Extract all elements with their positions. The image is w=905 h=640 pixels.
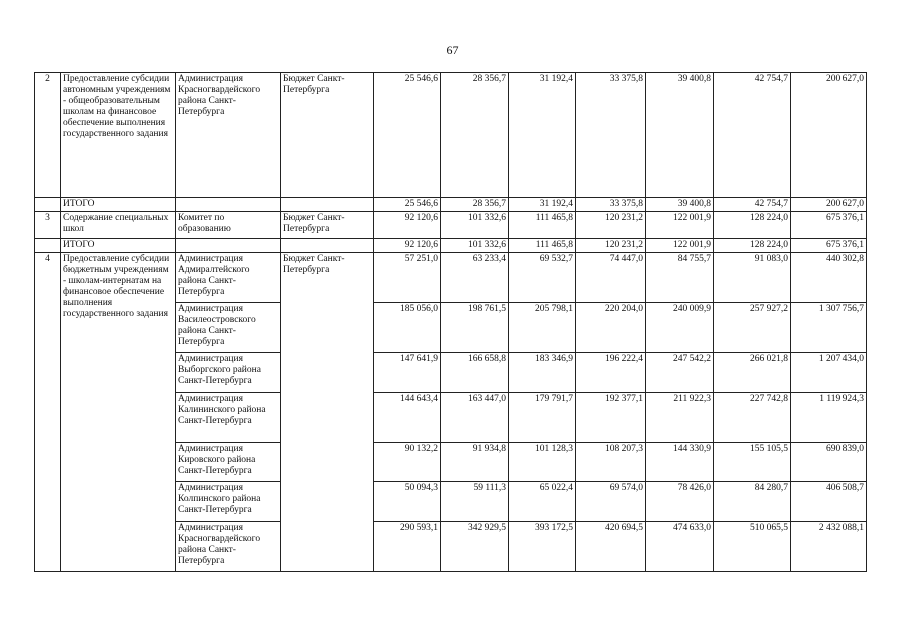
value-cell: 39 400,8 — [646, 73, 714, 198]
value-cell: 111 465,8 — [509, 239, 576, 253]
value-cell: 128 224,0 — [714, 212, 791, 239]
total-cell: 1 119 924,3 — [791, 393, 867, 443]
table-row — [35, 253, 867, 303]
value-cell: 25 546,6 — [374, 198, 441, 212]
value-cell: 247 542,2 — [646, 353, 714, 393]
executor: Администрация Красногвардейского района Санкт-Петербурга — [176, 522, 281, 572]
executor: Администрация Выборгского района Санкт-Петербурга — [176, 353, 281, 393]
total-cell: 200 627,0 — [791, 198, 867, 212]
value-cell: 92 120,6 — [374, 239, 441, 253]
executor: Администрация Красногвардейского района Санкт-Петербурга — [176, 73, 281, 198]
value-cell: 74 447,0 — [576, 253, 646, 303]
value-cell: 185 056,0 — [374, 303, 441, 353]
value-cell: 50 094,3 — [374, 482, 441, 522]
total-row — [35, 198, 867, 212]
value-cell: 122 001,9 — [646, 239, 714, 253]
value-cell: 33 375,8 — [576, 198, 646, 212]
value-cell: 78 426,0 — [646, 482, 714, 522]
value-cell: 163 447,0 — [441, 393, 509, 443]
value-cell: 342 929,5 — [441, 522, 509, 572]
value-cell: 420 694,5 — [576, 522, 646, 572]
value-cell: 42 754,7 — [714, 73, 791, 198]
value-cell: 69 574,0 — [576, 482, 646, 522]
activity-name: Содержание специальных школ — [61, 212, 176, 239]
total-row — [35, 239, 867, 253]
row-number: 2 — [35, 73, 61, 198]
value-cell: 205 798,1 — [509, 303, 576, 353]
value-cell: 31 192,4 — [509, 73, 576, 198]
value-cell: 144 643,4 — [374, 393, 441, 443]
executor: Администрация Калининского района Санкт-Петербурга — [176, 393, 281, 443]
activity-name: Предоставление субсидии бюджетным учреждениям - школам-интернатам на финансовое обеспечение выполнения государственного задания — [61, 253, 176, 572]
total-cell: 2 432 088,1 — [791, 522, 867, 572]
value-cell: 227 742,8 — [714, 393, 791, 443]
value-cell: 166 658,8 — [441, 353, 509, 393]
page-number: 67 — [446, 43, 459, 57]
total-cell: 406 508,7 — [791, 482, 867, 522]
value-cell: 91 083,0 — [714, 253, 791, 303]
total-cell: 675 376,1 — [791, 212, 867, 239]
funding-source: Бюджет Санкт-Петербурга — [281, 73, 374, 198]
value-cell: 84 755,7 — [646, 253, 714, 303]
table-row — [35, 212, 867, 239]
value-cell: 257 927,2 — [714, 303, 791, 353]
row-number: 4 — [35, 253, 61, 572]
value-cell: 120 231,2 — [576, 239, 646, 253]
value-cell: 240 009,9 — [646, 303, 714, 353]
value-cell: 198 761,5 — [441, 303, 509, 353]
value-cell: 31 192,4 — [509, 198, 576, 212]
total-cell: 1 207 434,0 — [791, 353, 867, 393]
value-cell: 65 022,4 — [509, 482, 576, 522]
executor: Администрация Василеостровского района Санкт-Петербурга — [176, 303, 281, 353]
value-cell: 510 065,5 — [714, 522, 791, 572]
value-cell: 92 120,6 — [374, 212, 441, 239]
value-cell: 220 204,0 — [576, 303, 646, 353]
value-cell: 122 001,9 — [646, 212, 714, 239]
value-cell: 69 532,7 — [509, 253, 576, 303]
budget-table — [34, 72, 867, 572]
value-cell: 57 251,0 — [374, 253, 441, 303]
value-cell: 474 633,0 — [646, 522, 714, 572]
value-cell: 196 222,4 — [576, 353, 646, 393]
value-cell: 147 641,9 — [374, 353, 441, 393]
value-cell: 128 224,0 — [714, 239, 791, 253]
value-cell: 33 375,8 — [576, 73, 646, 198]
value-cell: 90 132,2 — [374, 443, 441, 482]
total-label: ИТОГО — [61, 198, 176, 212]
value-cell: 120 231,2 — [576, 212, 646, 239]
value-cell: 25 546,6 — [374, 73, 441, 198]
total-label: ИТОГО — [61, 239, 176, 253]
value-cell: 192 377,1 — [576, 393, 646, 443]
value-cell: 266 021,8 — [714, 353, 791, 393]
activity-name: Предоставление субсидии автономным учреждениям - общеобразовательным школам на финансовое обеспечение выполнения государственного задания — [61, 73, 176, 198]
value-cell: 211 922,3 — [646, 393, 714, 443]
total-cell: 1 307 756,7 — [791, 303, 867, 353]
value-cell: 101 332,6 — [441, 212, 509, 239]
table-row — [35, 73, 867, 198]
total-cell: 675 376,1 — [791, 239, 867, 253]
funding-source: Бюджет Санкт-Петербурга — [281, 212, 374, 239]
value-cell: 144 330,9 — [646, 443, 714, 482]
value-cell: 63 233,4 — [441, 253, 509, 303]
value-cell: 101 128,3 — [509, 443, 576, 482]
total-cell: 690 839,0 — [791, 443, 867, 482]
value-cell: 91 934,8 — [441, 443, 509, 482]
value-cell: 28 356,7 — [441, 198, 509, 212]
value-cell: 179 791,7 — [509, 393, 576, 443]
value-cell: 42 754,7 — [714, 198, 791, 212]
value-cell: 155 105,5 — [714, 443, 791, 482]
funding-source: Бюджет Санкт-Петербурга — [281, 253, 374, 572]
value-cell: 39 400,8 — [646, 198, 714, 212]
executor: Администрация Колпинского района Санкт-Петербурга — [176, 482, 281, 522]
value-cell: 59 111,3 — [441, 482, 509, 522]
value-cell: 28 356,7 — [441, 73, 509, 198]
total-cell: 200 627,0 — [791, 73, 867, 198]
value-cell: 101 332,6 — [441, 239, 509, 253]
executor: Администрация Кировского района Санкт-Петербурга — [176, 443, 281, 482]
value-cell: 290 593,1 — [374, 522, 441, 572]
row-number: 3 — [35, 212, 61, 239]
value-cell: 393 172,5 — [509, 522, 576, 572]
value-cell: 84 280,7 — [714, 482, 791, 522]
value-cell: 183 346,9 — [509, 353, 576, 393]
executor: Комитет по образованию — [176, 212, 281, 239]
value-cell: 108 207,3 — [576, 443, 646, 482]
executor: Администрация Адмиралтейского района Санкт-Петербурга — [176, 253, 281, 303]
value-cell: 111 465,8 — [509, 212, 576, 239]
total-cell: 440 302,8 — [791, 253, 867, 303]
